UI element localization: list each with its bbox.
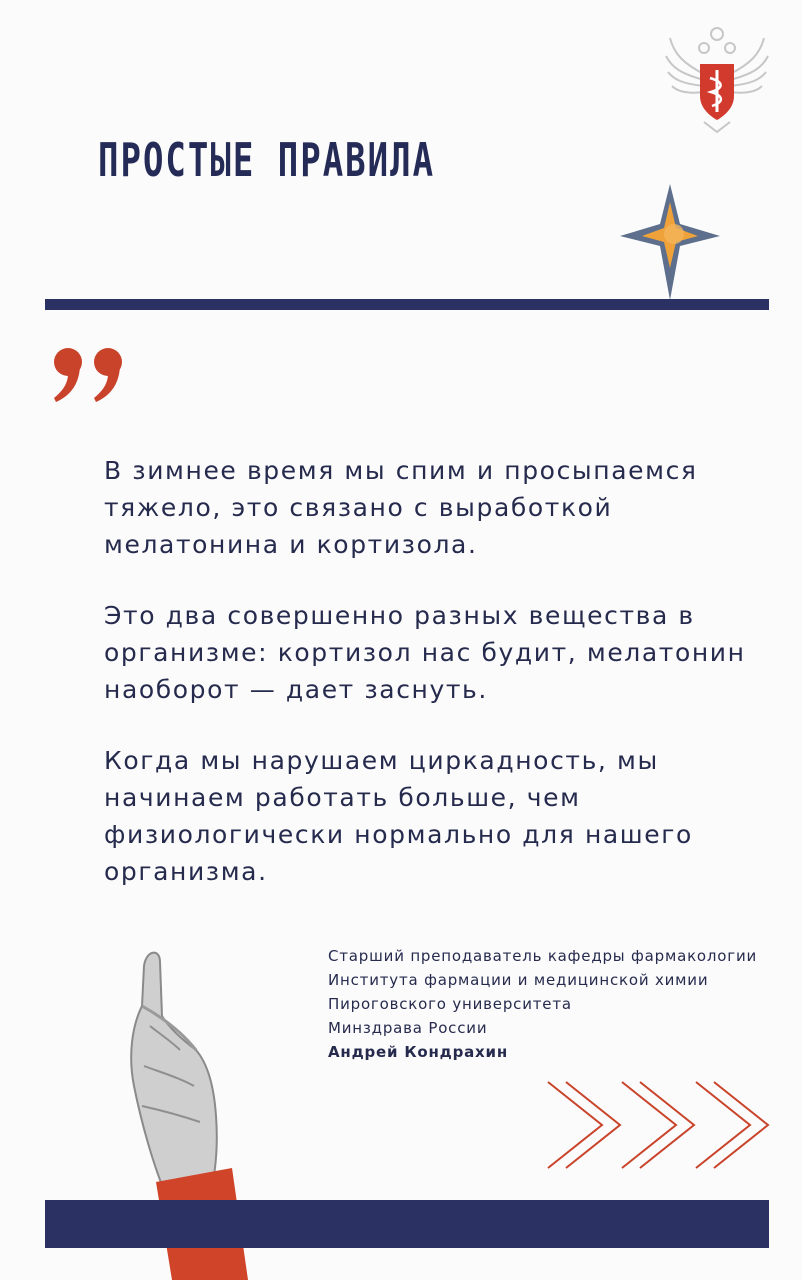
quote-paragraph: Когда мы нарушаем циркадность, мы начинаем работать больше, чем физиологически нормально для нашего организма. <box>104 746 693 886</box>
author-title-line: Минздрава России <box>328 1019 488 1037</box>
author-title-line: Института фармации и медицинской химии <box>328 971 709 989</box>
bottom-bar <box>45 1200 769 1248</box>
author-title-line: Пироговского университета <box>328 995 572 1013</box>
compass-star-icon <box>616 184 724 300</box>
author-attribution <box>328 944 798 1064</box>
ministry-emblem-icon <box>664 24 770 136</box>
quotation-mark-icon <box>50 346 130 406</box>
quote-paragraph: В зимнее время мы спим и просыпаемся тяжело, это связано с выработкой мелатонина и кортизола. <box>104 456 698 559</box>
page-title: ПРОСТЫЕ ПРАВИЛА <box>98 134 436 188</box>
quote-body <box>104 452 754 924</box>
triple-chevron-right-icon <box>546 1080 772 1170</box>
top-divider <box>45 299 769 310</box>
author-name: Андрей Кондрахин <box>328 1043 508 1061</box>
author-title-line: Старший преподаватель кафедры фармакологии <box>328 947 758 965</box>
quote-paragraph: Это два совершенно разных вещества в организме: кортизол нас будит, мелатонин наоборот — дает заснуть. <box>104 601 746 704</box>
